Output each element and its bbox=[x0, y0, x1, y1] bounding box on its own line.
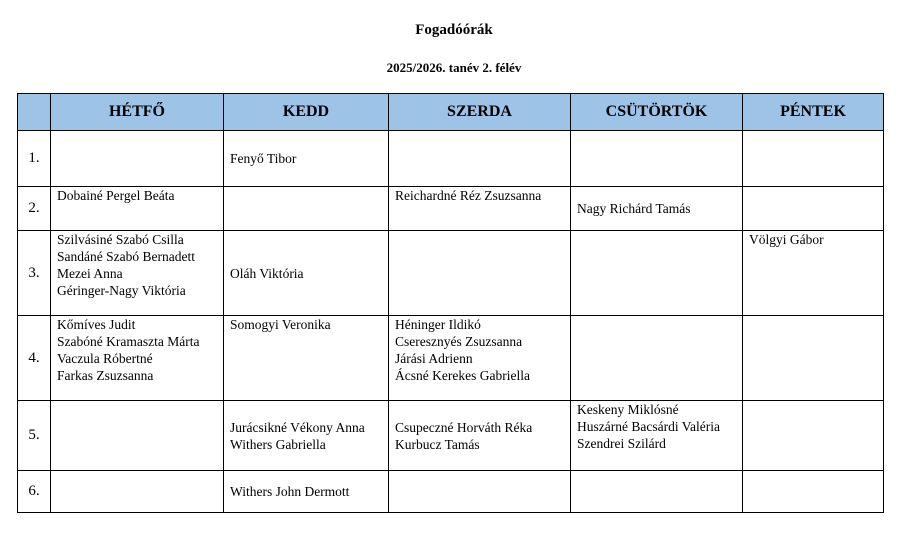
schedule-cell-thursday bbox=[571, 187, 743, 231]
schedule-cell-tuesday bbox=[224, 316, 389, 401]
schedule-cell-wednesday bbox=[389, 471, 571, 513]
schedule-cell-thursday bbox=[571, 316, 743, 401]
teacher-name: Reichardné Réz Zsuzsanna bbox=[395, 188, 542, 203]
teacher-name: Farkas Zsuzsanna bbox=[57, 368, 154, 383]
header-day-thursday: CSÜTÖRTÖK bbox=[571, 94, 743, 131]
row-number: 1. bbox=[18, 131, 51, 187]
schedule-cell-monday bbox=[51, 231, 224, 316]
schedule-row bbox=[18, 471, 884, 513]
schedule-cell-tuesday bbox=[224, 401, 389, 471]
row-number: 6. bbox=[18, 471, 51, 513]
teacher-name: Dobainé Pergel Beáta bbox=[57, 188, 175, 203]
teacher-name: Huszárné Bacsárdi Valéria bbox=[577, 419, 720, 434]
header-corner bbox=[18, 94, 51, 131]
schedule-cell-tuesday bbox=[224, 187, 389, 231]
teacher-name: Somogyi Veronika bbox=[230, 317, 331, 332]
schedule-row bbox=[18, 187, 884, 231]
schedule-row bbox=[18, 401, 884, 471]
schedule-cell-friday bbox=[743, 231, 884, 316]
teacher-name: Szabóné Kramaszta Márta bbox=[57, 334, 200, 349]
schedule-cell-monday bbox=[51, 131, 224, 187]
schedule-cell-thursday bbox=[571, 231, 743, 316]
schedule-cell-monday bbox=[51, 187, 224, 231]
header-day-monday: HÉTFŐ bbox=[51, 94, 224, 131]
schedule-cell-wednesday bbox=[389, 401, 571, 471]
teacher-name: Withers Gabriella bbox=[230, 436, 326, 452]
row-number: 4. bbox=[18, 316, 51, 401]
teacher-name: Járási Adrienn bbox=[395, 351, 473, 366]
teacher-name: Jurácsikné Vékony Anna bbox=[230, 419, 365, 435]
teacher-name: Szilvásiné Szabó Csilla bbox=[57, 232, 184, 247]
teacher-name: Ácsné Kerekes Gabriella bbox=[395, 368, 530, 383]
teacher-name: Csupeczné Horváth Réka bbox=[395, 419, 533, 435]
teacher-name: Fenyő Tibor bbox=[230, 151, 297, 166]
schedule-cell-friday bbox=[743, 471, 884, 513]
schedule-cell-tuesday bbox=[224, 131, 389, 187]
schedule-cell-wednesday bbox=[389, 316, 571, 401]
teacher-name: Oláh Viktória bbox=[230, 265, 304, 281]
header-row bbox=[18, 94, 884, 131]
row-number: 2. bbox=[18, 187, 51, 231]
schedule-cell-friday bbox=[743, 316, 884, 401]
teacher-name: Géringer-Nagy Viktória bbox=[57, 283, 186, 298]
schedule-cell-thursday bbox=[571, 471, 743, 513]
teacher-name: Mezei Anna bbox=[57, 266, 123, 281]
row-number: 5. bbox=[18, 401, 51, 471]
teacher-name: Keskeny Miklósné bbox=[577, 402, 679, 417]
teacher-name: Cseresznyés Zsuzsanna bbox=[395, 334, 523, 349]
header-day-friday: PÉNTEK bbox=[743, 94, 884, 131]
page-title: Fogadóórák bbox=[415, 22, 493, 38]
schedule-cell-tuesday bbox=[224, 471, 389, 513]
schedule-cell-friday bbox=[743, 131, 884, 187]
schedule-row bbox=[18, 316, 884, 401]
teacher-name: Withers John Dermott bbox=[230, 484, 350, 499]
schedule-row bbox=[18, 131, 884, 187]
schedule-cell-friday bbox=[743, 187, 884, 231]
header-day-tuesday: KEDD bbox=[224, 94, 389, 131]
schedule-cell-wednesday bbox=[389, 187, 571, 231]
teacher-name: Kurbucz Tamás bbox=[395, 436, 480, 452]
teacher-name: Szendrei Szilárd bbox=[577, 436, 666, 451]
schedule-cell-friday bbox=[743, 401, 884, 471]
header-day-wednesday: SZERDA bbox=[389, 94, 571, 131]
schedule-cell-wednesday bbox=[389, 131, 571, 187]
schedule-row bbox=[18, 231, 884, 316]
teacher-name: Völgyi Gábor bbox=[749, 232, 824, 247]
page-subtitle: 2025/2026. tanév 2. félév bbox=[386, 60, 522, 75]
teacher-name: Héninger Ildikó bbox=[395, 317, 481, 332]
schedule-cell-thursday bbox=[571, 131, 743, 187]
teacher-name: Vaczula Róbertné bbox=[57, 351, 153, 366]
row-number: 3. bbox=[18, 231, 51, 316]
schedule-cell-thursday bbox=[571, 401, 743, 471]
consultation-schedule-table bbox=[17, 93, 884, 513]
schedule-cell-tuesday bbox=[224, 231, 389, 316]
teacher-name: Nagy Richárd Tamás bbox=[577, 201, 691, 216]
schedule-cell-monday bbox=[51, 316, 224, 401]
schedule-cell-monday bbox=[51, 401, 224, 471]
schedule-cell-monday bbox=[51, 471, 224, 513]
schedule-cell-wednesday bbox=[389, 231, 571, 316]
teacher-name: Kőmíves Judit bbox=[57, 317, 136, 332]
teacher-name: Sandáné Szabó Bernadett bbox=[57, 249, 195, 264]
